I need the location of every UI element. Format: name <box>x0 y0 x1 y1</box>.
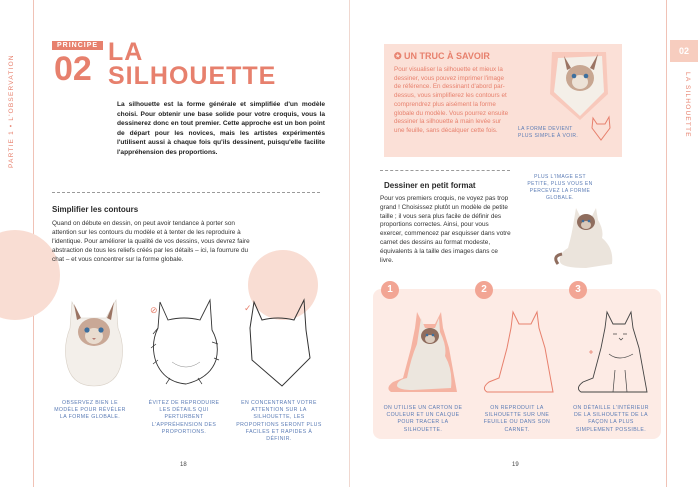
tip-body: Pour visualiser la silhouette et mieux la dessiner, vous pouvez imprimer l'image de référence. En dessinant d'abord par-dessus, vous simplifierez les contours et comprendrez plus aisément la forme globale du modèle. Vous pourrez ensuite dessiner la silhouette à main levée sur une feuille, sans décalquer cette fois. <box>394 66 509 134</box>
chapter-tab: 02 <box>670 40 698 62</box>
divider-right <box>380 170 510 171</box>
page-number-right: 19 <box>512 462 519 468</box>
step-3-badge: 3 <box>569 281 587 299</box>
step-3-caption: ON DÉTAILLE L'INTÉRIEUR DE LA SILHOUETTE DE LA FAÇON LA PLUS SIMPLEMENT POSSIBLE. <box>573 405 649 433</box>
decor-blob-left <box>0 230 60 320</box>
fur-sketch <box>150 298 220 390</box>
intro-paragraph: La silhouette est la forme générale et simplifiée d'un modèle choisi. Pour obtenir une base solide pour votre croquis, vous la dessinerez donc en tout premier. Cette approche est un bon point de départ pour les novices, mais les artistes expérimentés l'utilisent aussi à chaque fois qu'ils dessinent, puisqu'elle facilite l'appréhension des proportions. <box>117 101 325 156</box>
no-icon: ⊘ <box>150 305 158 315</box>
right-side-label: LA SILHOUETTE <box>684 72 691 138</box>
section-body-simplifier: Quand on débute en dessin, on peut avoir tendance à porter son attention sur les contours du modèle et à tenter de les reproduire à l'identique. Pour améliorer la qualité de vos dessins, vous devrez faire abstraction de tous les reliefs créés par les détails – ici, la fourrure du chat – et vous concentrer sur la forme globale. <box>52 220 250 263</box>
section-title-simplifier: Simplifier les contours <box>52 205 139 214</box>
step-1-cat-silhouette <box>383 308 467 398</box>
step-1-caption: ON UTILISE UN CARTON DE COULEUR ET UN CALQUE POUR TRACER LA SILHOUETTE. <box>383 405 463 433</box>
step-1-badge: 1 <box>381 281 399 299</box>
page-number-left: 18 <box>180 462 187 468</box>
section-body-petit-format: Pour vos premiers croquis, ne voyez pas trop grand ! Choisissez plutôt un modèle de petite taille ; il vous sera plus facile de définir des proportions correctes. Ainsi, pour vous exercer, commencez par esquisser dans votre carnet des dessins au format modeste, équivalents à la taille des images dans ce livre. <box>380 195 511 264</box>
tip-note: LA FORME DEVIENT PLUS SIMPLE À VOIR. <box>518 126 579 139</box>
page-title-line2: SILHOUETTE <box>108 62 277 90</box>
caption-observe: OBSERVEZ BIEN LE MODÈLE POUR RÉVÉLER LA FORME GLOBALE. <box>54 400 126 421</box>
page-title-line1: LA <box>108 38 144 66</box>
step-3-detailed-drawing <box>573 308 657 398</box>
tip-cat-photo <box>542 44 616 122</box>
principe-number: 02 <box>54 50 92 88</box>
tip-silhouette-icon <box>590 116 612 142</box>
yes-icon: ✓ <box>244 303 252 313</box>
page-gutter <box>349 0 350 487</box>
step-2-silhouette-outline <box>479 308 563 398</box>
simple-silhouette-sketch <box>244 298 314 390</box>
sitting-cat-photo <box>556 204 620 270</box>
left-side-label: PARTIE 1 • L'OBSERVATION <box>8 54 15 168</box>
caption-concentrate: EN CONCENTRANT VOTRE ATTENTION SUR LA SILHOUETTE, LES PROPORTIONS SERONT PLUS FACILES ET RAPIDES À DÉFINIR. <box>236 400 322 443</box>
step-2-caption: ON REPRODUIT LA SILHOUETTE SUR UNE FEUILLE OU DANS SON CARNET. <box>483 405 551 433</box>
section-title-petit-format: Dessiner en petit format <box>384 181 476 190</box>
divider-left <box>52 192 320 193</box>
cat-photo <box>64 298 124 386</box>
right-side-bar <box>666 0 700 487</box>
tip-title: ✪ UN TRUC À SAVOIR <box>394 51 490 61</box>
cat-note: PLUS L'IMAGE EST PETITE, PLUS VOUS EN PERCEVEZ LA FORME GLOBALE. <box>527 174 593 201</box>
principe-label: PRINCIPE <box>52 41 103 50</box>
caption-avoid-details: ÉVITEZ DE REPRODUIRE LES DÉTAILS QUI PERTURBENT L'APPRÉHENSION DES PROPORTIONS. <box>148 400 220 435</box>
step-2-badge: 2 <box>475 281 493 299</box>
lightbulb-icon: ✪ <box>394 51 405 61</box>
